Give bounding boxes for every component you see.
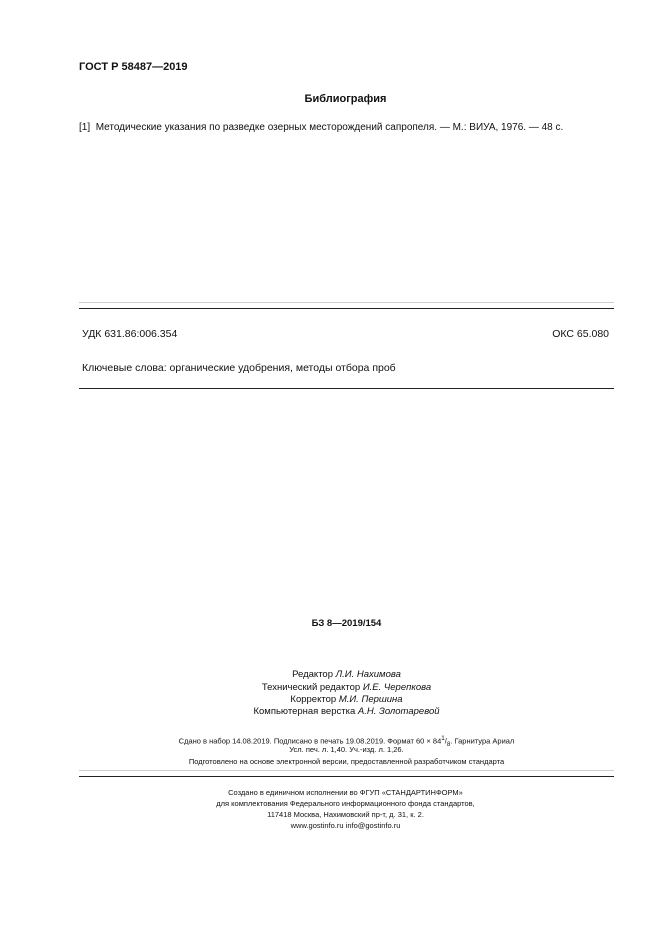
credit-layout-name: А.Н. Золотаревой (357, 706, 440, 717)
bibliography-item (79, 122, 563, 133)
print-info-line3: Подготовлено на основе электронной версии, предоставленной разработчиком стандарта (188, 757, 505, 766)
credit-layout (0, 706, 661, 717)
credit-tech-editor (0, 682, 661, 693)
divider-top (79, 308, 614, 309)
keywords: Ключевые слова: органические удобрения, методы отбора проб (82, 362, 396, 374)
credit-tech-editor-label: Технический редактор (261, 682, 361, 693)
footer-line1: Создано в единичном исполнении во ФГУП «СТАНДАРТИНФОРМ» (228, 788, 463, 797)
credit-editor-label: Редактор (292, 669, 334, 680)
credit-editor-name: Л.И. Нахимова (335, 669, 401, 680)
credit-corrector-name: М.И. Першина (338, 694, 403, 705)
standard-header: ГОСТ Р 58487—2019 (79, 61, 188, 73)
bibliography-title: Библиография (304, 93, 387, 105)
oks-code: ОКС 65.080 (552, 328, 609, 340)
footer-line4: www.gostinfo.ru info@gostinfo.ru (290, 821, 401, 830)
udk-code: УДК 631.86:006.354 (82, 328, 178, 340)
format-subscript: 8 (446, 741, 451, 748)
bibliography-item-text: Методические указания по разведке озерных месторождений сапропеля. — М.: ВИУА, 1976. — 48 с. (95, 122, 564, 133)
divider-bottom (79, 388, 614, 389)
footer-line3: 117418 Москва, Нахимовский пр-т, д. 31, к. 2. (267, 810, 424, 819)
credit-corrector-label: Корректор (290, 694, 337, 705)
faint-divider (79, 302, 614, 303)
faint-divider-footer (79, 770, 614, 771)
print-info-text: Сдано в набор 14.08.2019. Подписано в печать 19.08.2019. Формат 60 × 84 (178, 736, 442, 746)
print-info-line2: Усл. печ. л. 1,40. Уч.-изд. л. 1,26. (289, 745, 404, 754)
print-info-line1: Сдано в набор 14.08.2019. Подписано в печать 19.08.2019. Формат $60 \times 84^1/_8$. Гарнитура Ариал (178, 735, 515, 748)
print-info-tail: . Гарнитура Ариал (450, 736, 515, 746)
bz-number: БЗ 8—2019/154 (311, 618, 382, 629)
footer-line2: для комплектования Федерального информационного фонда стандартов, (216, 799, 475, 808)
credit-tech-editor-name: И.Е. Черепкова (362, 682, 432, 693)
format-superscript: 1 (441, 735, 445, 742)
credit-editor (0, 669, 661, 680)
divider-footer (79, 776, 614, 777)
credit-layout-label: Компьютерная верстка (253, 706, 356, 717)
bibliography-item-number: [1] (79, 122, 91, 133)
credit-corrector (0, 694, 661, 705)
